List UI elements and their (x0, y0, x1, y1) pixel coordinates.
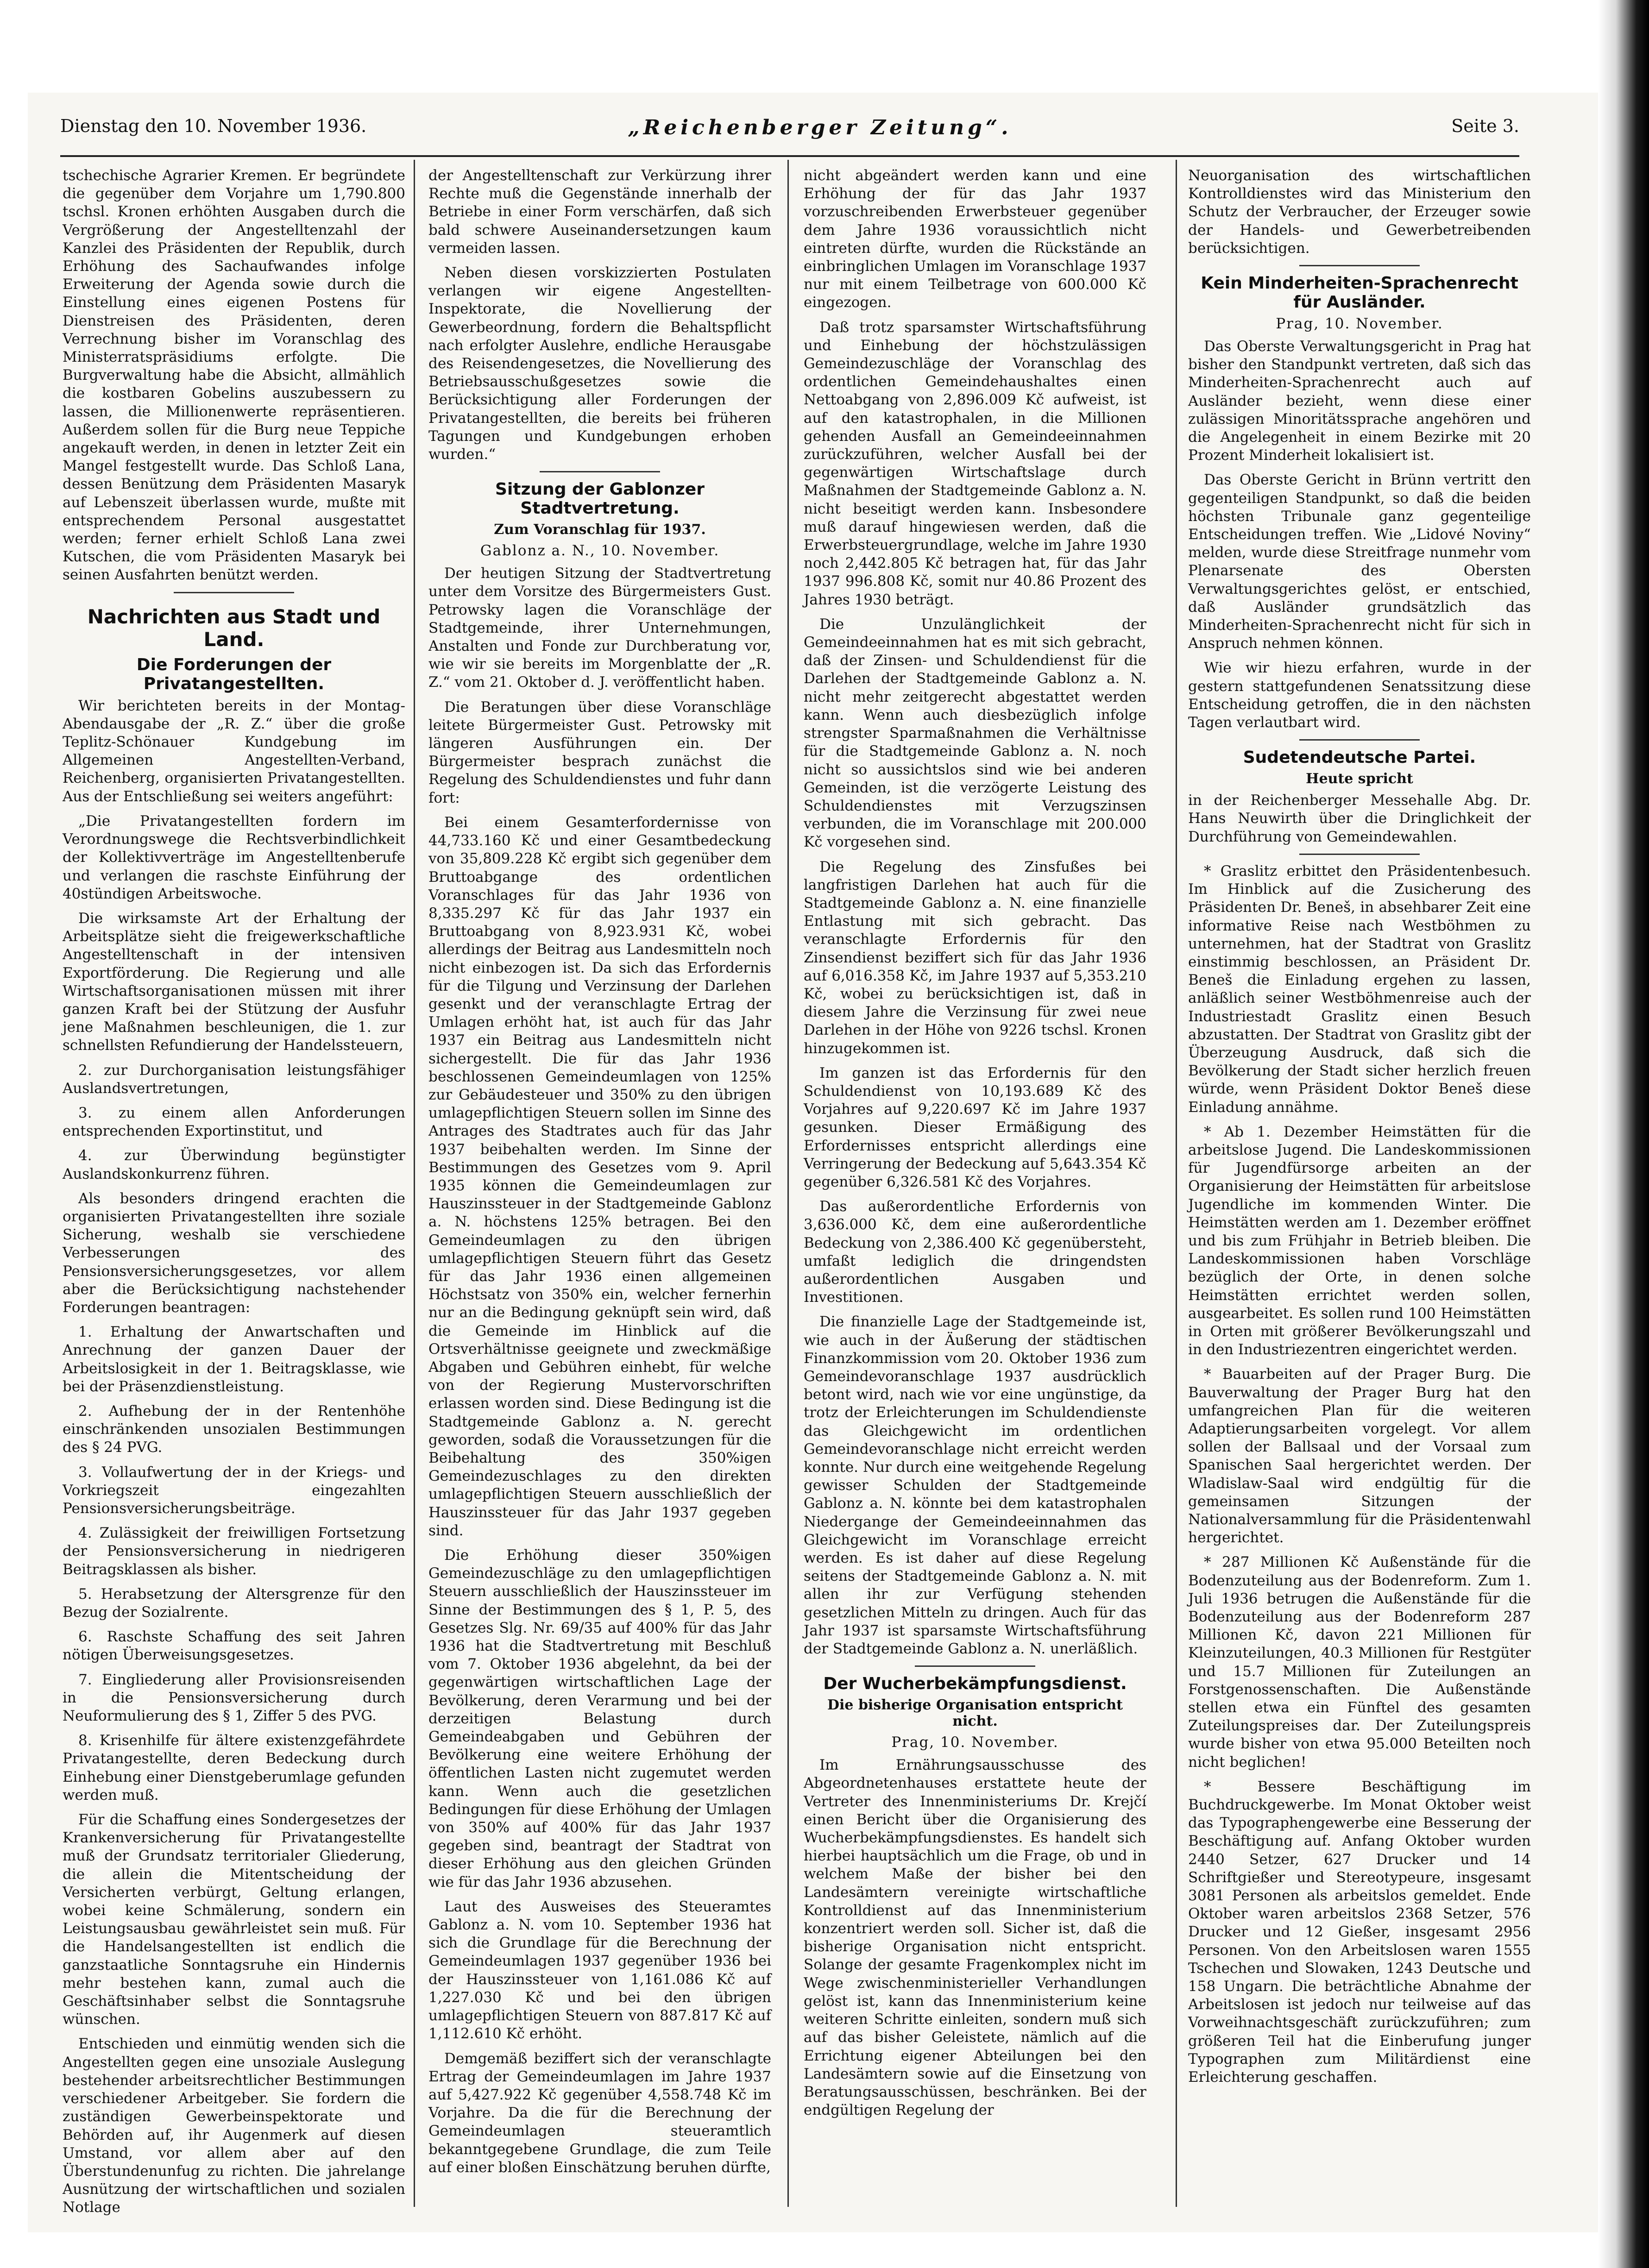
party-headline: Sudetendeutsche Partei. (1243, 748, 1476, 767)
page-number: Seite 3. (1451, 116, 1519, 136)
article-text: Im ganzen ist das Erfordernis für den Schuldendienst von 10,193.689 Kč des Vorjahres auf 9,220.697 Kč im Jahre 1937 gesunken. Dieser Ermäßigung des Erfordernisses entspricht allerdings eine Verringerung der Bedeckung auf 5,643.354 Kč gegenüber 6,326.581 Kč des Vorjahres. (804, 1064, 1146, 1190)
news-item: * Ab 1. Dezember Heimstätten für die arbeitslose Jugend. Die Landeskommissionen für Jugendfürsorge arbeiten an der Organisierung der Heimstätten für arbeitslose Jugendliche im kommenden Winter. Die Heimstätten werden am 1. Dezember eröffnet und bis zum Frühjahr in Betrieb bleiben. Die Landeskommissionen haben Vorschläge bezüglich der Orte, in denen solche Heimstätten errichtet werden sollen, ausgearbeitet. Es sollen rund 100 Heimstätten in Orten mit größerer Bevölkerungszahl und in den Industriezentren eingerichtet werden. (1188, 1123, 1531, 1358)
party-subheadline: Heute spricht (1306, 771, 1413, 787)
news-item: * Graslitz erbittet den Präsidentenbesuch. Im Hinblick auf die Zusicherung des Präsidenten Dr. Beneš, in absehbarer Zeit eine informative Reise nach Westböhmen zu unternehmen, hat der Stadtrat von Graslitz einstimmig beschlossen, an Präsident Dr. Beneš die Einladung ergehen zu lassen, anläßlich seiner Westböhmenreise auch der Industriestadt Graslitz einen Besuch abzustatten. Der Stadtrat von Graslitz gibt der Überzeugung Ausdruck, daß sich die Bevölkerung der Stadt sicher herzlich freuen würde, wenn Präsident Doktor Beneš diese Einladung annähme. (1188, 862, 1531, 1116)
article-text: der Angestelltenschaft zur Verkürzung ihrer Rechte muß die Gegenstände innerhalb der Betriebe in einer Form verschärfen, daß sich bald schwere Auseinandersetzungen kaum vermeiden lassen. (428, 167, 771, 257)
column-separator (787, 160, 789, 2207)
newspaper-title: „Reichenberger Zeitung“. (628, 116, 1012, 139)
article-text: 3. zu einem allen Anforderungen entsprechenden Exportinstitut, und (63, 1104, 405, 1140)
article-text: Im Ernährungsausschusse des Abgeordnetenhauses erstattete heute der Vertreter des Innenministeriums Dr. Krejčí einen Bericht über die Organisierung des Wucherbekämpfungsdienstes. Es handelt sich hierbei hauptsächlich um die Frage, ob und in welchem Maße der bisher bei den Landesämtern vereinigte wirtschaftliche Kontrolldienst auf das Innenministerium konzentriert werden soll. Sicher ist, daß die bisherige Organisation nicht entspricht. Solange der gesamte Fragenkomplex nicht im Wege zwischenministerieller Verhandlungen gelöst ist, kann das Innenministerium keine weiteren Schritte einleiten, sondern muß sich auf das bisher Geleistete, nämlich auf die Errichtung eigener Abteilungen bei den Landesämtern sowie auf die Einsetzung von Beratungsausschüssen, beschränken. Bei der endgültigen Regelung der (804, 1757, 1146, 2119)
article-headline: Der Wucherbekämpfungsdienst. (823, 1674, 1127, 1694)
article-text: Der heutigen Sitzung der Stadtvertretung unter dem Vorsitze des Bürgermeisters Gust. Petrowsky lagen die Voranschläge der Stadtgemeinde, ihrer Unternehmungen, Anstalten und Fonde zur Durchberatung vor, wie wir sie bereits im Morgenblatte der „R. Z.“ vom 21. Oktober d. J. veröffentlicht haben. (428, 565, 771, 691)
article-text: Die Unzulänglichkeit der Gemeindeeinnahmen hat es mit sich gebracht, daß der Zinsen- und Schuldendienst für die Darlehen der Stadtgemeinde Gablonz a. N. nicht mehr zeitgerecht abgestattet werden kann. Wenn auch diesbezüglich infolge strengster Sparmaßnahmen die Verhältnisse für die Stadtgemeinde Gablonz a. N. noch nicht so aussichtslos sind wie bei anderen Gemeinden, ist die verzögerte Leistung des Schuldendienstes mit Verzugszinsen verbunden, die im Voranschlage mit 200.000 Kč vorgesehen sind. (804, 616, 1146, 851)
news-item: * 287 Millionen Kč Außenstände für die Bodenzuteilung aus der Bodenreform. Zum 1. Juli 1936 betrugen die Außenstände für die Bodenzuteilung aus der Bodenreform 287 Millionen Kč, davon 221 Millionen für Kleinzuteilungen, 40.3 Millionen für Restgüter und 15.7 Millionen für Zuteilungen an Forstgenossenschaften. Die Außenstände stellen etwa ein Fünftel des gesamten Zuteilungspreises dar. Der Zuteilungspreis wurde bisher von etwa 95.000 Beteilten noch nicht beglichen! (1188, 1554, 1531, 1771)
column-separator (1176, 160, 1177, 2207)
article-headline: Die Forderungen der Privatangestellten. (136, 655, 332, 693)
article-subheadline: Die bisherige Organisation entspricht nicht. (827, 1697, 1123, 1730)
article-divider (1299, 854, 1420, 855)
article-subheadline: Zum Voranschlag für 1937. (494, 521, 706, 538)
article-text: Demgemäß beziffert sich der veranschlagte Ertrag der Gemeindeumlagen im Jahre 1937 auf 5,427.922 Kč gegenüber 4,558.748 Kč im Vorjahre. Da die für die Berechnung der Gemeindeumlagen steueramtlich bekanntgegebene Grundlage, die zum Teile auf einer bloßen Einschätzung beruhen dürfte, (428, 2050, 771, 2176)
article-divider (1299, 265, 1420, 266)
article-text: Das außerordentliche Erfordernis von 3,636.000 Kč, dem eine außerordentliche Bedeckung von 2,386.400 Kč gegenübersteht, umfaßt lediglich die dringendsten außerordentlichen Ausgaben und Investitionen. (804, 1198, 1146, 1306)
article-text: nicht abgeändert werden kann und eine Erhöhung der für das Jahr 1937 vorzuschreibenden Erwerbsteuer gegenüber dem Jahre 1936 voraussichtlich nicht eintreten dürfte, wurden die Rückstände an einbringlichen Umlagen im Voranschlage 1937 nur mit einem Teilbetrage von 600.000 Kč eingezogen. (804, 167, 1146, 311)
column-1 (63, 167, 405, 2216)
article-divider (915, 1665, 1035, 1667)
article-text: Die Regelung des Zinsfußes bei langfristigen Darlehen hat auch für die Stadtgemeinde Gablonz a. N. eine finanzielle Entlastung mit sich gebracht. Das veranschlagte Erfordernis für den Zinsendienst beziffert sich für das Jahr 1936 auf 6,016.358 Kč, im Jahre 1937 auf 5,353.210 Kč, wobei zu berücksichtigen ist, daß in diesem Jahre die Verzinsung für zwei neue Darlehen in der Höhe von 9226 tschsl. Kronen hinzugekommen ist. (804, 858, 1146, 1057)
header-date: Dienstag den 10. November 1936. (60, 116, 367, 136)
dateline: Prag, 10. November. (1276, 315, 1443, 333)
article-divider (540, 471, 660, 472)
article-text: „Die Privatangestellten fordern im Verordnungswege die Rechtsverbindlichkeit der Kollektivverträge im Angestelltenberufe und verlangen die raschste Einführung der 40stündigen Arbeitswoche. (63, 812, 405, 902)
article-text: Laut des Ausweises des Steueramtes Gablonz a. N. vom 10. September 1936 hat sich die Grundlage für die Berechnung der Gemeindeumlagen 1937 gegenüber 1936 bei der Hauszinssteuer von 1,161.086 Kč auf 1,227.030 Kč und bei den übrigen umlagepflichtigen Steuern von 887.817 Kč auf 1,112.610 Kč erhöht. (428, 1898, 771, 2042)
article-text: 4. Zulässigkeit der freiwilligen Fortsetzung der Pensionsversicherung in niedrigeren Beitragsklassen als bisher. (63, 1525, 405, 1578)
scan-edge-shadow (1598, 0, 1649, 2268)
column-2 (428, 167, 771, 2205)
article-divider (1299, 739, 1420, 741)
header-rule (60, 155, 1519, 157)
article-text: Als besonders dringend erachten die organisierten Privatangestellten ihre soziale Sicherung, weshalb sie verschiedene Verbesserungen des Pensionsversicherungsgesetzes, vor allem aber die Berücksichtigung nachstehender Forderungen beantragen: (63, 1190, 405, 1316)
article-text: in der Reichenberger Messehalle Abg. Dr. Hans Neuwirth über die Dringlichkeit der Durchführung von Gemeindewahlen. (1188, 792, 1531, 845)
article-text: 1. Erhaltung der Anwartschaften und Anrechnung der ganzen Dauer der Arbeitslosigkeit in der 1. Beitragsklasse, wie bei der Präsenzdienstleistung. (63, 1324, 405, 1395)
article-text: Die Erhöhung dieser 350%igen Gemeindezuschläge zu den umlagepflichtigen Steuern ausschließlich der Hauszinssteuer im Sinne der Bestimmungen des § 1, P. 5, des Gesetzes Slg. Nr. 69/35 auf 400% für das Jahr 1936 hat die Stadtvertretung mit Beschluß vom 7. Oktober 1936 abgelehnt, da bei der gegenwärtigen wirtschaftlichen Lage der Bevölkerung, deren Verarmung und bei der derzeitigen Belastung durch Gemeindeabgaben und Gebühren der Bevölkerung eine weitere Erhöhung der öffentlichen Lasten nicht zugemutet werden kann. Wenn auch die gesetzlichen Bedingungen für diese Erhöhung der Umlagen von 350% auf 400% für das Jahr 1937 gegeben sind, beantragt der Stadtrat von dieser Erhöhung aus den gleichen Gründen wie für das Jahr 1936 abzusehen. (428, 1547, 771, 1891)
article-text: Wir berichteten bereits in der Montag-Abendausgabe der „R. Z.“ über die große Teplitz-Schönauer Kundgebung im Allgemeinen Angestellten-Verband, Reichenberg, organisierten Privatangestellten. Aus der Entschließung sei weiters angeführt: (63, 697, 405, 805)
article-headline: Kein Minderheiten-Sprachenrecht für Ausländer. (1201, 274, 1518, 312)
page-header (60, 116, 1519, 148)
article-text: 3. Vollaufwertung der in der Kriegs- und Vorkriegszeit eingezahlten Pensionsversicherungsbeiträge. (63, 1464, 405, 1517)
article-text: Daß trotz sparsamster Wirtschaftsführung und Einhebung der höchstzulässigen Gemeindezuschläge der Voranschlag des ordentlichen Gemeindehaushaltes einen Nettoabgang von 2,896.009 Kč aufweist, ist auf den katastrophalen, in die Millionen gehenden Ausfall an Gemeindeeinnahmen zurückzuführen, welcher Ausfall bei der gegenwärtigen Wirtschaftslage durch Maßnahmen der Stadtgemeinde Gablonz a. N. nicht beseitigt werden kann. Insbesondere muß darauf hingewiesen werden, daß die Erwerbsteuergrundlage, welche im Jahre 1930 noch 2,442.805 Kč betragen hat, für das Jahr 1937 996.808 Kč, somit nur 40.86 Prozent des Jahres 1930 beträgt. (804, 319, 1146, 608)
article-divider (174, 592, 294, 593)
article-text: Die finanzielle Lage der Stadtgemeinde ist, wie auch in der Äußerung der städtischen Finanzkommission vom 20. Oktober 1936 zum Gemeindevoranschlage 1937 ausdrücklich betont wird, nach wie vor eine ungünstige, da trotz der Erleichterungen im Schuldendienste das Gleichgewicht im ordentlichen Gemeindevoranschlage nicht erreicht werden konnte. Nur durch eine weitgehende Regelung gewisser Schulden der Stadtgemeinde Gablonz a. N. könnte bei dem katastrophalen Niedergange der Gemeindeeinnahmen das Gleichgewicht im Voranschlage erreicht werden. Es ist daher auf diese Regelung seitens der Stadtgemeinde Gablonz a. N. mit allen ihr zur Verfügung stehenden gesetzlichen Mitteln zu dringen. Auch für das Jahr 1937 ist sparsamste Wirtschaftsführung der Stadtgemeinde Gablonz a. N. unerläßlich. (804, 1313, 1146, 1658)
column-separator (414, 160, 415, 2207)
dateline: Gablonz a. N., 10. November. (480, 542, 720, 559)
article-text: 4. zur Überwindung begünstigter Auslandskonkurrenz führen. (63, 1147, 405, 1182)
article-text: 6. Raschste Schaffung des seit Jahren nötigen Überweisungsgesetzes. (63, 1628, 405, 1664)
section-heading: Nachrichten aus Stadt und Land. (87, 605, 381, 651)
article-text: Wie wir hiezu erfahren, wurde in der gestern stattgefundenen Senatssitzung diese Entscheidung getroffen, die in den nächsten Tagen verlautbart wird. (1188, 660, 1531, 731)
article-text: Für die Schaffung eines Sondergesetzes der Krankenversicherung für Privatangestellte muß der Grundsatz territorialer Gliederung, die allein die Mitentscheidung der Versicherten verbürgt, Geltung erlangen, wobei keine Schmälerung, sondern ein Leistungsausbau gewährleistet sein muß. Für die Handelsangestellten ist endlich die ganzstaatliche Sonntagsruhe ein Hindernis mehr bestehen kann, zumal auch die Geschäftsinhaber selbst die Sonntagsruhe wünschen. (63, 1811, 405, 2028)
article-headline: Sitzung der Gablonzer Stadtvertretung. (495, 480, 705, 518)
article-text: Entschieden und einmütig wenden sich die Angestellten gegen eine unsoziale Auslegung bestehender arbeitsrechtlicher Bestimmungen verschiedener Arbeitgeber. Sie fordern die zuständigen Gewerbeinspektorate und Behörden auf, ihr Augenmerk auf diesen Umstand, vor allem aber auf den Überstundenunfug zu richten. Die jahrelange Ausnützung der wirtschaftlichen und sozialen Notlage (63, 2036, 405, 2216)
dateline: Prag, 10. November. (891, 1734, 1059, 1751)
news-item: * Bauarbeiten auf der Prager Burg. Die Bauverwaltung der Prager Burg hat den umfangreichen Plan für die weiteren Adaptierungsarbeiten vorgelegt. Vor allem sollen der Ballsaal und der Vorsaal zum Spanischen Saal hergerichtet werden. Der Wladislaw-Saal wird endgültig für die gemeinsamen Sitzungen der Nationalversammlung für die Präsidentenwahl hergerichtet. (1188, 1366, 1531, 1546)
column-3 (804, 167, 1146, 2205)
news-item: * Bessere Beschäftigung im Buchdruckgewerbe. Im Monat Oktober weist das Typographengewerbe eine Besserung der Beschäftigung auf. Anfang Oktober wurden 2440 Setzer, 627 Drucker und 14 Schriftgießer und Stereotypeure, insgesamt 3081 Personen als arbeitslos gemeldet. Ende Oktober waren arbeitslos 2368 Setzer, 576 Drucker und 12 Gießer, insgesamt 2956 Personen. Von den Arbeitslosen waren 1555 Tschechen und Slowaken, 1243 Deutsche und 158 Ungarn. Die beträchtliche Abnahme der Arbeitslosen ist jedoch nur teilweise auf das Vorweihnachtsgeschäft zurückzuführen; zum größeren Teil hat die Einberufung junger Typographen zum Militärdienst eine Erleichterung geschaffen. (1188, 1778, 1531, 2086)
article-text: 2. zur Durchorganisation leistungsfähiger Auslandsvertretungen, (63, 1062, 405, 1097)
article-text: Das Oberste Verwaltungsgericht in Prag hat bisher den Standpunkt vertreten, daß sich das Minderheiten-Sprachenrecht auch auf Ausländer bezieht, wenn diese einer zulässigen Minoritätssprache angehören und die Angelegenheit in einem Bezirke mit 20 Prozent Minderheit lokalisiert ist. (1188, 338, 1531, 464)
article-text: Neben diesen vorskizzierten Postulaten verlangen wir eigene Angestellten-Inspektorate, die Novellierung der Gewerbeordnung, fordern die Behaltspflicht nach erfolgter Auslehre, endliche Herausgabe des Reisendengesetzes, die Novellierung des Betriebsausschußgesetzes sowie die Berücksichtigung aller Forderungen der Privatangestellten, die bereits bei früheren Tagungen und Kundgebungen erhoben wurden.“ (428, 264, 771, 463)
article-text: Neuorganisation des wirtschaftlichen Kontrolldienstes wird das Ministerium den Schutz der Verbraucher, der Erzeuger sowie der Handels- und Gewerbetreibenden berücksichtigen. (1188, 167, 1531, 257)
article-text: Das Oberste Gericht in Brünn vertritt den gegenteiligen Standpunkt, so daß die beiden höchsten Tribunale ganz gegenteilige Entscheidungen treffen. Wie „Lidové Noviny“ melden, wurde diese Streitfrage nunmehr vom Plenarsenate des Obersten Verwaltungsgerichtes gelöst, er entschied, daß Ausländer grundsätzlich das Minderheiten-Sprachenrecht nicht für sich in Anspruch nehmen können. (1188, 471, 1531, 652)
article-text: Bei einem Gesamterfordernisse von 44,733.160 Kč und einer Gesamtbedeckung von 35,809.228 Kč ergibt sich gegenüber dem Bruttoabgange des ordentlichen Voranschlages für das Jahr 1936 von 8,335.297 Kč für das Jahr 1937 ein Bruttoabgang von 8,923.931 Kč, wobei allerdings der Beitrag aus Landesmitteln noch nicht einbezogen ist. Da sich das Erfordernis für die Tilgung und Verzinsung der Darlehen gesenkt und der veranschlagte Ertrag der Umlagen erhöht hat, ist auch für das Jahr 1937 ein Beitrag aus Landesmitteln nicht sichergestellt. Die für das Jahr 1936 beschlossenen Gemeindeumlagen von 125% zur Gebäudesteuer und 350% zu den übrigen umlagepflichtigen Steuern sollen im Sinne des Antrages des Stadtrates auch für das Jahr 1937 beibehalten werden. Im Sinne der Bestimmungen des Gesetzes vom 9. April 1935 können die Gemeindeumlagen zur Hauszinssteuer in der Stadtgemeinde Gablonz a. N. höchstens 125% betragen. Bei den Gemeindeumlagen zu den übrigen umlagepflichtigen Steuern führt das Gesetz für das Jahr 1936 einen allgemeinen Höchstsatz von 350% ein, welcher fernerhin nur an die Bedingung geknüpft sein wird, daß die Gemeinde im Hinblick auf die Ortsverhältnisse geeignete und zweckmäßige Abgaben und Gebühren einhebt, für welche von der Regierung Mustervorschriften erlassen worden sind. Diese Bedingung ist die Stadtgemeinde Gablonz a. N. gerecht geworden, sodaß die Voraussetzungen für die Beibehaltung des 350%igen Gemeindezuschlages zu den direkten umlagepflichtigen Steuern ausschließlich der Hauszinssteuer für das Jahr 1937 gegeben sind. (428, 814, 771, 1539)
article-text: 7. Eingliederung aller Provisionsreisenden in die Pensionsversicherung durch Neuformulierung des § 1, Ziffer 5 des PVG. (63, 1671, 405, 1725)
article-text: tschechische Agrarier Kremen. Er begründete die gegenüber dem Vorjahre um 1,790.800 tschsl. Kronen erhöhten Ausgaben durch die Vergrößerung der Angestelltenzahl der Kanzlei des Präsidenten der Republik, durch Erhöhung des Sachaufwandes infolge Erweiterung der Agenda sowie durch die Einstellung eines eigenen Postens für Dienstreisen des Präsidenten, deren Verrechnung bisher im Voranschlag des Ministerratspräsidiums erfolgte. Die Burgverwaltung habe die Absicht, allmählich die kostbaren Gobelins auszubessern zu lassen, die Millionenwerte repräsentieren. Außerdem sollen für die Burg neue Teppiche angekauft werden, in denen in letzter Zeit ein Mangel festgestellt wurde. Das Schloß Lana, dessen Benützung dem Präsidenten Masaryk auf Lebenszeit überlassen wurde, mußte mit entsprechendem Personal ausgestattet werden; ferner erhielt Schloß Lana zwei Kutschen, die vom Präsidenten Masaryk bei seinen Ausfahrten benützt werden. (63, 167, 405, 584)
article-text: Die Beratungen über diese Voranschläge leitete Bürgermeister Gust. Petrowsky mit längeren Ausführungen ein. Der Bürgermeister besprach zunächst die Regelung des Schuldendienstes und fuhr dann fort: (428, 698, 771, 806)
column-4 (1188, 167, 1531, 2205)
article-text: 2. Aufhebung der in der Rentenhöhe einschränkenden unsozialen Bestimmungen des § 24 PVG. (63, 1402, 405, 1456)
article-text: 8. Krisenhilfe für ältere existenzgefährdete Privatangestellte, deren Bedeckung durch Einhebung einer Dienstgeberumlage gefunden werden muß. (63, 1732, 405, 1803)
article-text: 5. Herabsetzung der Altersgrenze für den Bezug der Sozialrente. (63, 1585, 405, 1621)
article-text: Die wirksamste Art der Erhaltung der Arbeitsplätze sieht die freigewerkschaftliche Angestelltenschaft in der intensiven Exportförderung. Die Regierung und alle Wirtschaftsorganisationen müssen mit ihrer ganzen Kraft bei der Stützung der Ausfuhr jene Maßnahmen beschleunigen, die 1. zur schnellsten Refundierung der Handelssteuern, (63, 910, 405, 1054)
